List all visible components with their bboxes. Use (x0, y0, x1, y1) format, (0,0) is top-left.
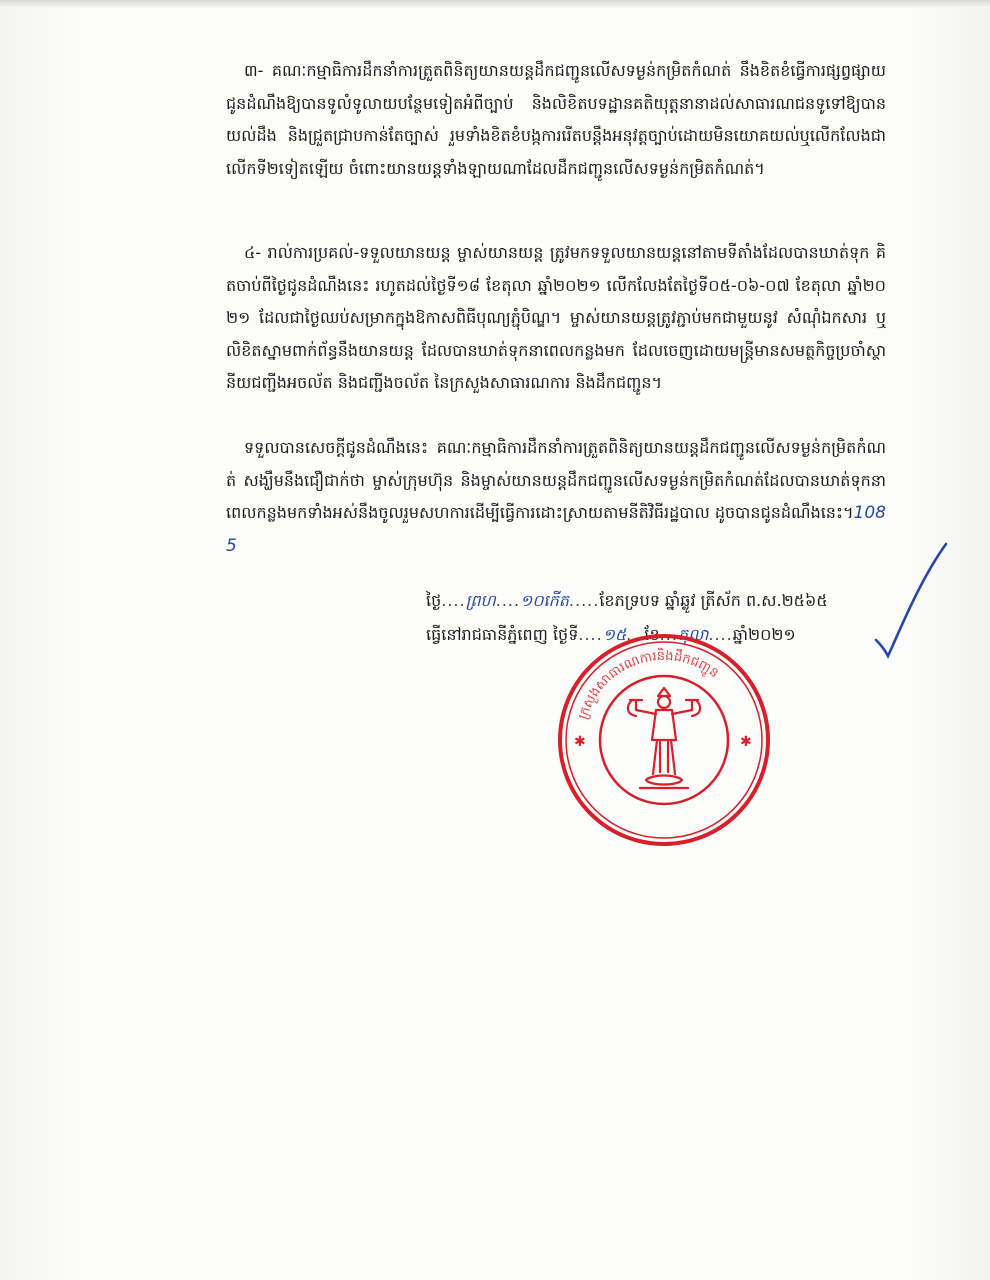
handwritten-month: តុលា (677, 625, 709, 644)
paragraph-closing-text: ទទួលបានសេចក្ដីជូនដំណឹងនេះ គណៈកម្មាធិការដឹកនាំការត្រួតពិនិត្យយានយន្តដឹកជញ្ជូនលើសទម្ងន់កម្រិតកំណត់ សង្ឃឹមនឹងជឿជាក់ថា ម្ចាស់ក្រុមហ៊ុន និងម្ចាស់យានយន្តដឹកជញ្ជូនលើសទម្ងន់កម្រិតកំណត់ដែលបានឃាត់ទុកនាពេលកន្លងមកទាំងអស់នឹងចូលរួមសហការដើម្បីធ្វើការដោះស្រាយតាមនីតិវិធីរដ្ឋបាល ដូចបានជូនដំណឹងនេះ។ (226, 438, 886, 522)
paragraph-3 (226, 55, 886, 185)
handwritten-number: 1085 (226, 503, 886, 556)
solar-date-line: ធ្វើនៅរាជធានីភ្នំពេញ ថ្ងៃទី....១៥...ខែ...តុលា....ឆ្នាំ២០២១ (426, 625, 796, 644)
page-top-edge (0, 0, 990, 8)
solar-date-prefix: ធ្វើនៅរាជធានីភ្នំពេញ ថ្ងៃទី (426, 625, 579, 644)
paragraph-4-text: ៤- រាល់ការប្រគល់-ទទួលយានយន្ត ម្ចាស់យានយន្ត ត្រូវមកទទួលយានយន្តនៅតាមទីតាំងដែលបានឃាត់ទុក គិតចាប់ពីថ្ងៃជូនដំណឹងនេះ រហូតដល់ថ្ងៃទី១៨ ខែតុលា ឆ្នាំ២០២១ លើកលែងតែថ្ងៃទី០៥-០៦-០៧ ខែតុលា ឆ្នាំ២០២១ ដែលជាថ្ងៃឈប់សម្រាកក្នុងឱកាសពិធីបុណ្យភ្ជុំបិណ្ឌ។ ម្ចាស់យានយន្តត្រូវភ្ជាប់មកជាមួយនូវ សំណុំឯកសារ ឬលិខិតស្នាមពាក់ព័ន្ធនឹងយានយន្ត ដែលបានឃាត់ទុកនាពេលកន្លងមក ដែលចេញដោយមន្ត្រីមានសមត្ថកិច្ចប្រចាំស្ថានីយជញ្ជីងអចល័ត និងជញ្ជីងចល័ត នៃក្រសួងសាធារណការ និងដឹកជញ្ជូន។ (226, 243, 886, 392)
handwritten-weekday: ព្រហ (465, 591, 496, 610)
handwritten-day: ១៥ (602, 625, 627, 644)
year-label: ឆ្នាំ២០២១ (732, 625, 796, 644)
svg-text:✱: ✱ (740, 734, 752, 750)
handwritten-lunar-day: ១០កើត (520, 591, 569, 610)
lunar-date-suffix: ខែភទ្របទ ឆ្នាំឆ្លូវ ត្រីស័ក ព.ស.២៥៦៥ (599, 591, 828, 610)
signature-check-mark (870, 540, 950, 660)
paragraph-closing (226, 432, 886, 562)
lunar-date-prefix: ថ្ងៃ (426, 591, 442, 610)
paragraph-4 (226, 237, 886, 400)
lunar-date-line: ថ្ងៃ....ព្រហ....១០កើត.....ខែភទ្របទ ឆ្នាំឆ្លូវ ត្រីស័ក ព.ស.២៥៦៥ (426, 591, 828, 610)
paragraph-3-text: ៣- គណៈកម្មាធិការដឹកនាំការត្រួតពិនិត្យយានយន្តដឹកជញ្ជូនលើសទម្ងន់កម្រិតកំណត់ នឹងខិតខំធ្វើការផ្សព្វផ្សាយជូនដំណឹងឱ្យបានទូលំទូលាយបន្ថែមទៀតអំពីច្បាប់ និងលិខិតបទដ្ឋានគតិយុត្តនានាដល់សាធារណជនទូទៅឱ្យបានយល់ដឹង និងជ្រួតជ្រាបកាន់តែច្បាស់ រួមទាំងខិតខំបង្កការរើតបន្តឹងអនុវត្តច្បាប់ដោយមិនយោគយល់ឬលើកលែងជាលើកទី២ទៀតឡើយ ចំពោះយានយន្តទាំងឡាយណាដែលដឹកជញ្ជូនលើសទម្ងន់កម្រិតកំណត់។ (226, 61, 886, 178)
seal-deity-figure-icon (628, 688, 700, 788)
month-label: ខែ (644, 625, 660, 644)
svg-text:✱: ✱ (574, 734, 586, 750)
seal-text: ក្រសួងសាធារណការនិងដឹកជញ្ជូន (575, 648, 722, 722)
official-seal-stamp (554, 630, 774, 850)
